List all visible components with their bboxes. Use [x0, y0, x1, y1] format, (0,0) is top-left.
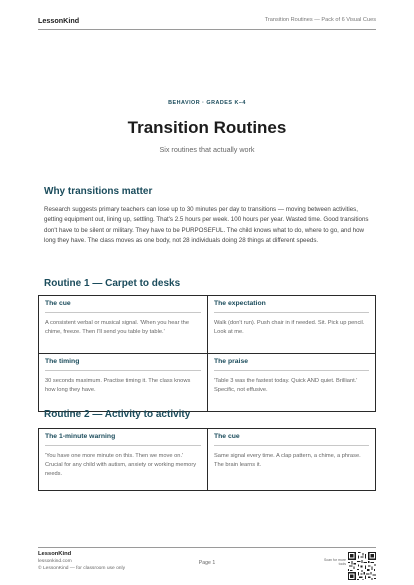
why-paragraph: Research suggests primary teachers can lose up to 30 minutes per day to transitions — moving between activities, getting equipment out, lining up, settling. That's 2.5 hours per week. 100 hours per year. Wasted time. Good transitions don't have to be silent or military. They have to be PURPOSEFUL. The child knows what to do, where to go, and how long they have. The class moves as one body, not 28 individuals doing 28 things at different speeds. — [44, 206, 369, 244]
cell-divider — [214, 312, 369, 313]
cell-body: 'Table 3 was the fastest today. Quick AND quiet. Brilliant.' Specific, not effusive. — [214, 378, 358, 393]
cell-title: The 1-minute warning — [45, 433, 116, 440]
routine1-heading: Routine 1 — Carpet to desks — [44, 278, 181, 289]
cell-divider — [45, 370, 201, 371]
qr-code-icon — [348, 552, 376, 580]
cell-title: The praise — [214, 358, 248, 365]
cell-body: 30 seconds maximum. Practise timing it. The class knows how long they have. — [45, 378, 191, 393]
cell-title: The expectation — [214, 300, 266, 307]
cell-divider — [214, 445, 369, 446]
page-number: Page 1 — [198, 560, 216, 566]
header-divider — [38, 29, 376, 30]
header-document-label: Transition Routines — Pack of 6 Visual Cues — [264, 17, 376, 23]
routine1-cue-cell — [39, 296, 207, 354]
footer-site-link[interactable]: lessonkind.com — [38, 559, 72, 564]
footer-brand: LessonKind — [38, 551, 72, 557]
routine1-table — [38, 295, 376, 412]
cell-body: Walk (don't run). Push chair in if needed. Sit. Pick up pencil. Look at me. — [214, 320, 365, 335]
why-heading: Why transitions matter — [44, 186, 153, 197]
cell-divider — [45, 312, 201, 313]
footer-divider — [38, 547, 376, 548]
routine2-heading: Routine 2 — Activity to activity — [44, 409, 191, 420]
cell-title: The cue — [45, 300, 71, 307]
routine1-timing-cell — [39, 354, 207, 411]
page-subtitle: Six routines that actually work — [159, 145, 255, 154]
page-title: Transition Routines — [127, 118, 287, 137]
qr-caption: Scan for more tools — [324, 558, 346, 567]
routine1-expectation-cell — [207, 296, 375, 354]
cell-title: The timing — [45, 358, 80, 365]
category-label: BEHAVIOR · GRADES K–4 — [168, 100, 246, 106]
cell-divider — [45, 445, 201, 446]
routine2-table — [38, 428, 376, 491]
footer-copyright: © LessonKind — for classroom use only — [38, 566, 126, 571]
cell-title: The cue — [214, 433, 240, 440]
header-brand: LessonKind — [38, 16, 80, 25]
cell-body: Same signal every time. A clap pattern, a chime, a phrase. The brain learns it. — [214, 453, 361, 468]
cell-divider — [214, 370, 369, 371]
cell-body: A consistent verbal or musical signal. 'When you hear the chime, freeze. Then I'll send you table by table.' — [45, 320, 189, 335]
routine2-warning-cell — [39, 429, 207, 490]
cell-body: 'You have one more minute on this. Then we move on.' Crucial for any child with autism, anxiety or working memory needs. — [45, 453, 197, 477]
routine2-cue-cell — [207, 429, 375, 490]
routine1-praise-cell — [207, 354, 375, 411]
